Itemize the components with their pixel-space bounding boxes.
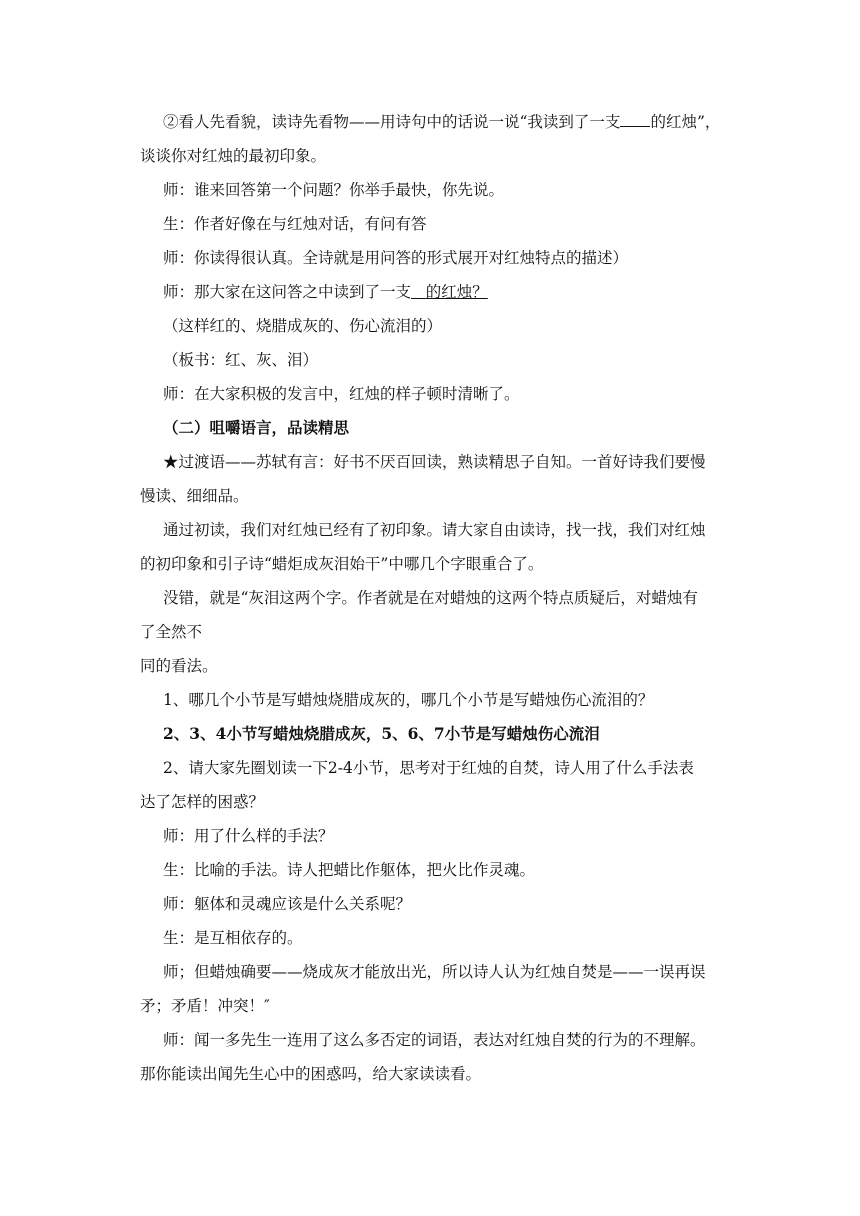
paragraph-student: 生：比喻的手法。诗人把蜡比作躯体，把火比作灵魂。 xyxy=(163,861,536,879)
paragraph-line: 那你能读出闻先生心中的困惑吗，给大家读读看。 xyxy=(140,1065,482,1083)
paragraph-teacher: 师：闻一多先生一连用了这么多否定的词语，表达对红烛自焚的行为的不理解。 xyxy=(163,1031,706,1049)
paragraph-line: 谈谈你对红烛的最初印象。 xyxy=(140,147,327,165)
paragraph-teacher: 师：你读得很认真。全诗就是用问答的形式展开对红烛特点的描述） xyxy=(163,249,629,267)
text: 师：那大家在这问答之中读到了一支 xyxy=(163,283,412,301)
paragraph-question-2 xyxy=(163,112,753,132)
underlined-text xyxy=(411,283,488,301)
paragraph-teacher: 师：用了什么样的手法？ xyxy=(163,827,334,845)
paragraph: 没错，就是“灰泪这两个字。作者就是在对蜡烛的这两个特点质疑后，对蜡烛有 xyxy=(163,589,698,607)
paragraph-teacher xyxy=(163,282,753,302)
paragraph-line: 的初印象和引子诗“蜡炬成灰泪始干”中哪几个字眼重合了。 xyxy=(140,555,544,573)
paragraph: 通过初读，我们对红烛已经有了初印象。请大家自由读诗，找一找，我们对红烛 xyxy=(163,521,706,539)
paragraph-transition: ★过渡语——苏轼有言：好书不厌百回读，熟读精思子自知。一首好诗我们要慢 xyxy=(163,453,706,471)
paragraph-line: 慢读、细细品。 xyxy=(140,487,249,505)
paragraph-teacher: 师：在大家积极的发言中，红烛的样子顿时清晰了。 xyxy=(163,385,520,403)
text: 的红烛”， xyxy=(650,113,721,131)
answer-1: 2、3、4小节写蜡烛烧腊成灰，5、6、7小节是写蜡烛伤心流泪 xyxy=(163,724,600,743)
section-heading: （二）咀嚼语言，品读精思 xyxy=(163,418,350,437)
fill-blank xyxy=(620,112,650,127)
paragraph-teacher: 师：谁来回答第一个问题？你举手最快，你先说。 xyxy=(163,181,505,199)
paragraph-line: 达了怎样的困惑？ xyxy=(140,793,265,811)
paragraph-line: 矛；矛盾！冲突！″ xyxy=(140,997,270,1015)
paragraph-student: 生：作者好像在与红烛对话，有问有答 xyxy=(163,215,427,233)
text: ②看人先看貌，读诗先看物——用诗句中的话说一说“我读到了一支 xyxy=(163,113,621,131)
text: 的红烛？ xyxy=(425,283,488,301)
question-2: 2、请大家先圈划读一下2-4小节，思考对于红烛的自焚，诗人用了什么手法表 xyxy=(163,759,694,777)
paragraph-line: 同的看法。 xyxy=(140,657,218,675)
paragraph-teacher: 师：躯体和灵魂应该是什么关系呢？ xyxy=(163,895,412,913)
paragraph-note: （这样红的、烧腊成灰的、伤心流泪的） xyxy=(163,317,443,335)
paragraph-board-note: （板书：红、灰、泪） xyxy=(163,351,319,369)
question-1: 1、哪几个小节是写蜡烛烧腊成灰的，哪几个小节是写蜡烛伤心流泪的？ xyxy=(163,691,654,709)
paragraph-teacher: 师；但蜡烛确要——烧成灰才能放出光，所以诗人认为红烛自焚是——一误再误 xyxy=(163,963,706,981)
paragraph-line: 了全然不 xyxy=(140,623,203,641)
paragraph-student: 生：是互相依存的。 xyxy=(163,929,303,947)
